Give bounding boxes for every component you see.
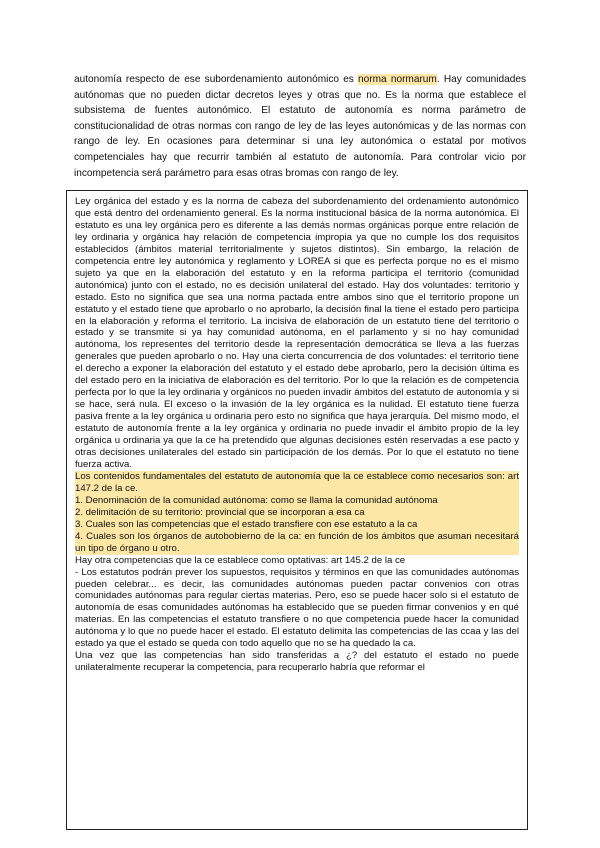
highlighted-line: 4. Cuales son los órganos de autobobierno de la ca: en función de los ámbitos que asuman necesitará un tipo de órgano u otro. [75,530,519,554]
highlighted-line: 1. Denominación de la comunidad autónoma: como se llama la comunidad autónoma [75,494,438,506]
optional-paragraph: - Los estatutos podrán prever los supuestos, requisitos y términos en que las comunidades autónomas pueden celebrar... es decir, las comunidades autónomas pueden pactar convenios con otras comunidades autónomas para regular ciertas materias. Pero, eso se puede hacer solo si el estatuto de autonomía de esas comunidades autónomas ha establecido que se pueden firmar convenios y en qué materias. En las competencias el estatuto transfiere o no que competencia puede hacer la comunidad autónoma y lo que no puede hacer el estado. El estatuto delimita las competencias de las ccaa y las del estado ya que el estado se queda con todo aquello que no se ha quedado la ca. [75,566,519,650]
highlight-norma-normarum: norma normarum [358,74,437,85]
top-paragraph [74,72,526,181]
top-text-end: . Hay comunidades autónomas que no pueden dictar decretos leyes y otras que no. Es la norma que establece el subsistema de fuentes autonómico. El estatuto de autonomía es norma parámetro de constitucionalidad de otras normas con rango de ley de las leyes autonómicas y de las normas con rango de ley. En ocasiones para determinar si una ley autonómica o estatal por motivos competenciales hay que recurrir también al estatuto de autonomía. Para controlar vicio por incompetencia será parámetro para esas otras bromas con rango de ley. [74,74,527,179]
highlighted-line: 2. delimitación de su territorio: provincial que se incorporan a esa ca [75,506,365,518]
last-paragraph: Una vez que las competencias han sido transferidas a ¿? del estatuto el estado no puede unilateralmente recuperar la competencia, para recuperarlo habría que reformar el [75,650,519,674]
highlighted-line: 3. Cuales son las competencias que el estado transfiere con ese estatuto a la ca [75,518,418,530]
highlighted-line: Los contenidos fundamentales del estatuto de autonomía que la ce establece como necesarios son: art 147.2 de la ce. [75,470,519,494]
bordered-text-box [66,190,528,830]
top-text-start: autonomía respecto de ese subordenamiento autonómico es [74,74,359,85]
optional-intro: Hay otra competencias que la ce establece como optativas: art 145.2 de la ce [75,554,406,566]
main-paragraph: Ley orgánica del estado y es la norma de cabeza del subordenamiento del ordenamiento autonómico que está dentro del ordenamiento general. Es la norma institucional básica de la norma autonómica. El estatuto es una ley orgánica pero es diferente a las demás normas orgánicas porque entre relación de ley ordinaria y orgánica hay relación de competencia impropia ya que no cumple los dos requisitos establecidos (ámbitos material territorialmente y sujetos distintos). Sin embargo, la relación de competencia entre ley autonómica y reglamento y LOREA si que es perfecta porque no es el mismo sujeto ya que en la elaboración del estatuto y en la reforma participa el territorio (comunidad autonómica) junto con el estado, no es decisión unilateral del estado. Hay dos voluntades: territorio y estado. Esto no significa que sea una norma pactada entre ambos sino que el territorio propone un estatuto y el estado tiene que aprobarlo o no aprobarlo, la decisión final la tiene el estado pero participa en la elaboración y reforma el territorio. La incisiva de elaboración de un estatuto tiene del territorio o estado y se transmite si ya hay comunidad autónoma, en el parlamento y si no hay comunidad autónoma, los representes del territorio desde la representación democrática se lleva a las fuerzas generales que pueden aprobarlo o no. Hay una cierta concurrencia de dos voluntades: el territorio tiene el derecho a exponer la elaboración del estatuto y el estado debe aprobarlo, pero la decisión última es del estado pero en la iniciativa de elaboración es del territorio. Por lo que la relación es de competencia perfecta por lo que la ley ordinaria y orgánicos no pueden invadir ámbitos del estatuto de autonomía y si se hace, será nula. El exceso o la invasión de la ley orgánica es la nulidad. El estatuto tiene fuerza pasiva frente a la ley orgánica u ordinaria pero esto no significa que haya jerarquía. Del mismo modo, el estatuto de autonomía frente a la ley orgánica y ordinaria no puede invadir el ámbito propio de la ley orgánica u ordinaria ya que la ce ha pretendido que algunas decisiones estén reservadas a ese pacto y otras decisiones unilaterales del estado sin participación de los demás. Por lo que el estatuto no tiene fuerza activa. [75,196,519,470]
highlighted-contents-list [75,471,519,555]
